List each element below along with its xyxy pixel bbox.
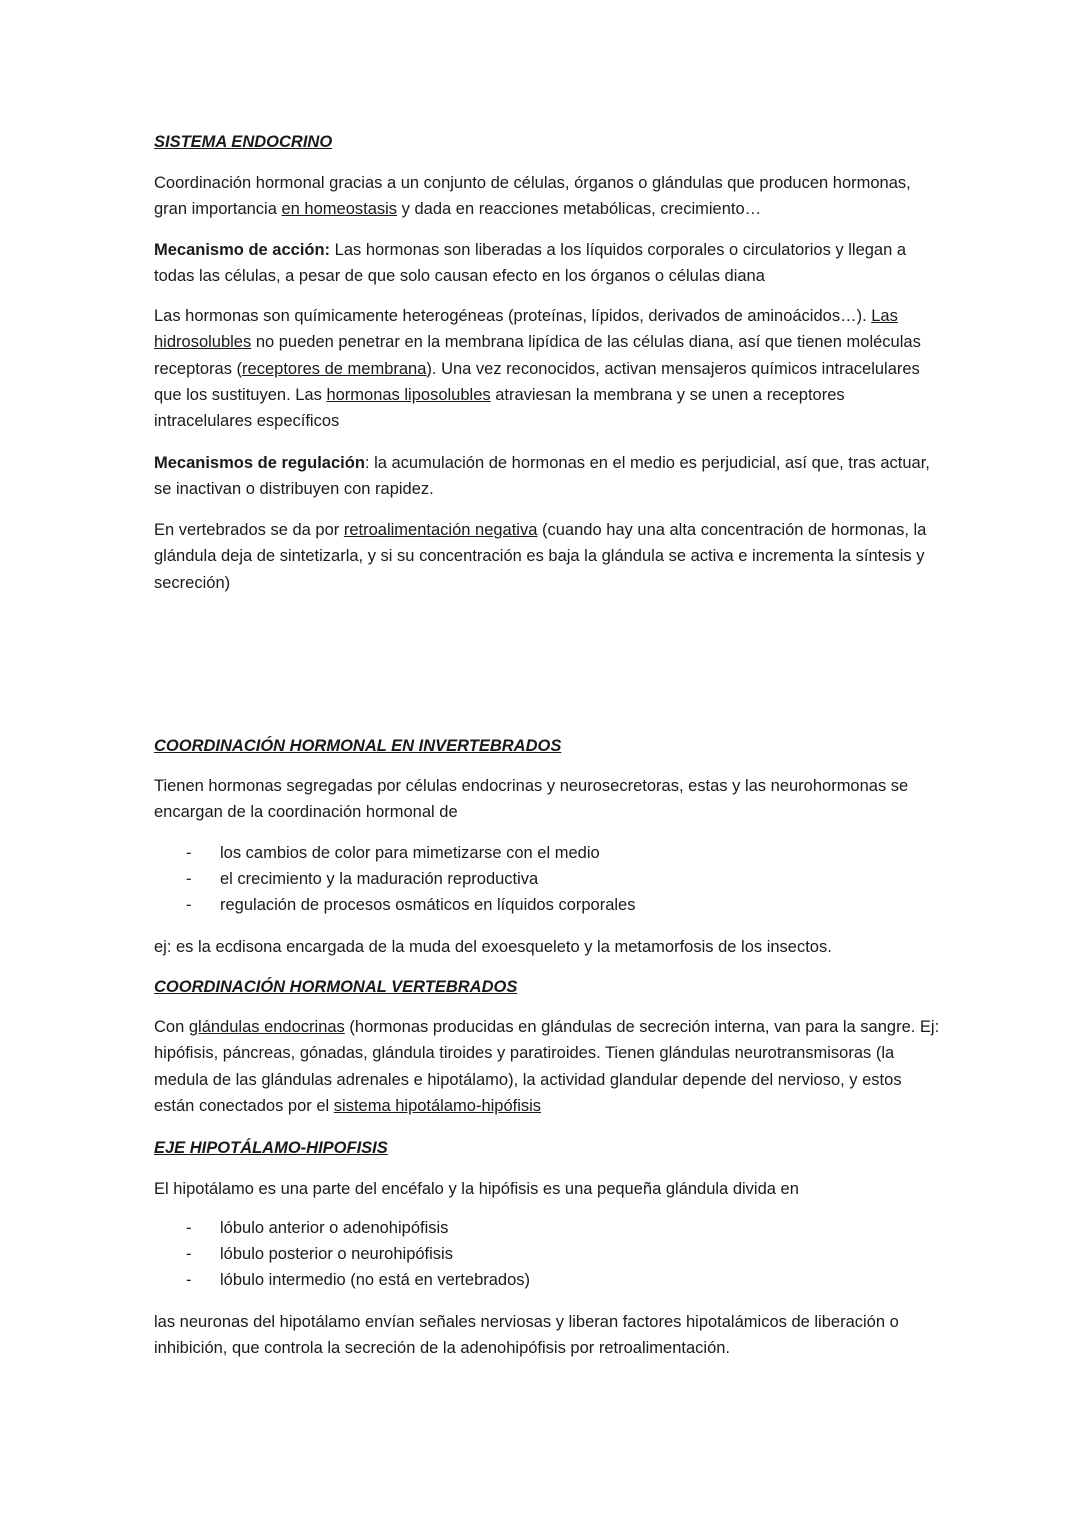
- hipofisis-lobulos-list: [154, 1215, 944, 1293]
- paragraph-retroalimentacion: En vertebrados se da por retroalimentación negativa (cuando hay una alta concentración de hormonas, la glándula deja de sintetizarla, y si su concentración es baja la glándula se activa e incrementa la síntesis y secreción): [154, 521, 927, 592]
- underlined-term: hormonas liposolubles: [326, 385, 491, 404]
- underlined-term: retroalimentación negativa: [343, 521, 538, 539]
- list-item: - lóbulo intermedio (no está en vertebrados): [186, 1271, 531, 1289]
- list-item: - lóbulo anterior o adenohipófisis: [186, 1219, 449, 1237]
- heading-vertebrados: COORDINACIÓN HORMONAL VERTEBRADOS: [154, 978, 518, 996]
- heading-sistema-endocrino: SISTEMA ENDOCRINO: [154, 133, 333, 151]
- paragraph-hormonas-heterogeneas: Las hormonas son químicamente heterogéneas (proteínas, lípidos, derivados de aminoácidos…). Las hidrosolubles no pueden penetrar en la membrana lipídica de las células diana, así que tienen moléculas receptoras (receptores de membrana). Una vez reconocidos, activan mensajeros químicos intracelulares que los sustituyen. Las hormonas liposolubles atraviesan la membrana y se unen a receptores intracelulares específicos: [154, 307, 921, 431]
- underlined-term: en homeostasis: [281, 200, 398, 219]
- paragraph-neuronas-hipotalamo: las neuronas del hipotálamo envían señales nerviosas y liberan factores hipotalámicos de liberación o inhibición, que controla la secreción de la adenohipófisis por retroalimentación.: [154, 1313, 899, 1358]
- list-item: - el crecimiento y la maduración reproductiva: [186, 870, 539, 888]
- paragraph-hipotalamo-intro: El hipotálamo es una parte del encéfalo y la hipófisis es una pequeña glándula divida en: [154, 1180, 799, 1198]
- underlined-term: receptores de membrana: [242, 359, 427, 378]
- list-item: - lóbulo posterior o neurohipófisis: [186, 1245, 453, 1263]
- paragraph-mecanismos-regulacion: Mecanismos de regulación: la acumulación de hormonas en el medio es perjudicial, así que, tras actuar, se inactivan o distribuyen con rapidez.: [154, 454, 930, 499]
- heading-eje-hipotalamo: EJE HIPOTÁLAMO-HIPOFISIS: [154, 1139, 388, 1157]
- underlined-term: Las hidrosolubles: [154, 307, 898, 352]
- paragraph-coordinacion-hormonal: Coordinación hormonal gracias a un conjunto de células, órganos o glándulas que producen hormonas, gran importancia en homeostasis y dada en reacciones metabólicas, crecimiento…: [154, 174, 911, 219]
- list-item: - los cambios de color para mimetizarse con el medio: [186, 844, 600, 862]
- underlined-term: sistema hipotálamo-hipófisis: [333, 1096, 542, 1115]
- underlined-term: glándulas endocrinas: [188, 1018, 345, 1036]
- heading-invertebrados: COORDINACIÓN HORMONAL EN INVERTEBRADOS: [154, 737, 562, 755]
- bold-term: Mecanismo de acción:: [154, 241, 331, 259]
- bold-term: Mecanismos de regulación: [154, 454, 365, 472]
- paragraph-invertebrados-intro: Tienen hormonas segregadas por células endocrinas y neurosecretoras, estas y las neurohormonas se encargan de la coordinación hormonal de: [154, 777, 909, 822]
- paragraph-ecdisona-example: ej: es la ecdisona encargada de la muda del exoesqueleto y la metamorfosis de los insectos.: [154, 938, 832, 956]
- invertebrados-list: [154, 840, 944, 918]
- paragraph-vertebrados: Con glándulas endocrinas (hormonas producidas en glándulas de secreción interna, van para la sangre. Ej: hipófisis, páncreas, gónadas, glándula tiroides y paratiroides. Tienen glándulas neurotransmisoras (la medula de las glándulas adrenales e hipotálamo), la actividad glandular depende del nervioso, y estos están conectados por el sistema hipotálamo-hipófisis: [154, 1018, 940, 1115]
- paragraph-mecanismo-accion: Mecanismo de acción: Las hormonas son liberadas a los líquidos corporales o circulatorios y llegan a todas las células, a pesar de que solo causan efecto en los órganos o células diana: [154, 241, 907, 286]
- list-item: - regulación de procesos osmáticos en líquidos corporales: [186, 896, 636, 914]
